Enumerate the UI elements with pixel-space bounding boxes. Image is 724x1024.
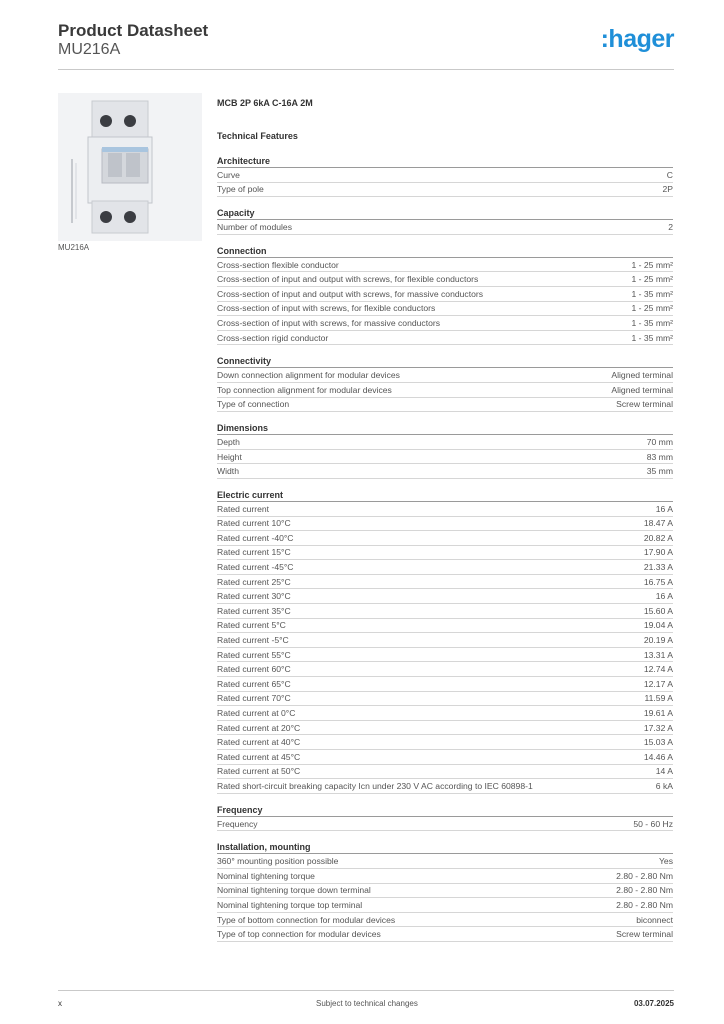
product-reference: MU216A bbox=[58, 41, 121, 58]
page-header bbox=[58, 20, 674, 70]
spec-label: Cross-section of input with screws, for flexible conductors bbox=[217, 303, 436, 314]
spec-row bbox=[217, 765, 673, 780]
section-title: Electric current bbox=[217, 489, 673, 502]
spec-value: 2.80 - 2.80 Nm bbox=[616, 899, 673, 910]
spec-value: 83 mm bbox=[646, 451, 673, 462]
spec-row bbox=[217, 383, 673, 398]
spec-label: Rated current at 40°C bbox=[217, 737, 301, 748]
spec-label: Rated current 65°C bbox=[217, 678, 291, 689]
spec-label: Type of bottom connection for modular devices bbox=[217, 914, 396, 925]
spec-row bbox=[217, 435, 673, 450]
section-title: Frequency bbox=[217, 804, 673, 817]
spec-label: Rated current 15°C bbox=[217, 547, 291, 558]
spec-label: Cross-section rigid conductor bbox=[217, 332, 329, 343]
spec-row bbox=[217, 272, 673, 287]
spec-label: Rated current 10°C bbox=[217, 518, 291, 529]
spec-section bbox=[217, 207, 673, 235]
spec-row bbox=[217, 662, 673, 677]
spec-value: 20.19 A bbox=[643, 635, 673, 646]
spec-value: Screw terminal bbox=[616, 399, 673, 410]
spec-section bbox=[217, 155, 673, 197]
spec-label: Rated current at 0°C bbox=[217, 708, 296, 719]
hager-logo: :hager bbox=[600, 25, 674, 53]
spec-row bbox=[217, 677, 673, 692]
specifications bbox=[217, 96, 673, 952]
spec-value: 2.80 - 2.80 Nm bbox=[616, 885, 673, 896]
spec-label: Height bbox=[217, 451, 242, 462]
spec-value: 17.90 A bbox=[643, 547, 673, 558]
spec-value: 13.31 A bbox=[643, 649, 673, 660]
spec-label: Rated current at 50°C bbox=[217, 766, 301, 777]
section-title: Connection bbox=[217, 245, 673, 258]
spec-value: Aligned terminal bbox=[611, 370, 673, 381]
section-title: Connectivity bbox=[217, 355, 673, 368]
spec-value: 35 mm bbox=[646, 466, 673, 477]
spec-label: Cross-section of input with screws, for massive conductors bbox=[217, 317, 441, 328]
spec-value: 2 bbox=[668, 221, 673, 232]
spec-row bbox=[217, 913, 673, 928]
spec-value: 1 - 25 mm² bbox=[631, 274, 673, 285]
spec-value: 11.59 A bbox=[644, 693, 673, 704]
spec-value: 12.17 A bbox=[643, 678, 673, 689]
spec-value: 12.74 A bbox=[643, 664, 673, 675]
spec-row bbox=[217, 398, 673, 413]
spec-label: Type of top connection for modular devices bbox=[217, 929, 381, 940]
spec-label: Type of pole bbox=[217, 184, 264, 195]
section-title: Dimensions bbox=[217, 422, 673, 435]
spec-label: Top connection alignment for modular devices bbox=[217, 384, 392, 395]
spec-label: Depth bbox=[217, 436, 240, 447]
spec-value: 21.33 A bbox=[643, 562, 673, 573]
spec-row bbox=[217, 735, 673, 750]
spec-label: Type of connection bbox=[217, 399, 290, 410]
spec-value: Yes bbox=[658, 856, 673, 867]
spec-value: 1 - 35 mm² bbox=[631, 288, 673, 299]
product-name: MCB 2P 6kA C-16A 2M bbox=[217, 98, 313, 108]
circuit-breaker-illustration bbox=[58, 93, 202, 241]
spec-value: 2P bbox=[662, 184, 673, 195]
spec-value: 18.47 A bbox=[643, 518, 673, 529]
spec-row bbox=[217, 517, 673, 532]
spec-row bbox=[217, 817, 673, 832]
spec-label: Frequency bbox=[217, 818, 258, 829]
spec-row bbox=[217, 331, 673, 346]
spec-label: Down connection alignment for modular devices bbox=[217, 370, 400, 381]
footer-disclaimer: Subject to technical changes bbox=[316, 999, 418, 1008]
spec-value: 2.80 - 2.80 Nm bbox=[616, 870, 673, 881]
spec-label: Cross-section of input and output with screws, for massive conductors bbox=[217, 288, 484, 299]
spec-row bbox=[217, 450, 673, 465]
spec-row bbox=[217, 220, 673, 235]
spec-row bbox=[217, 302, 673, 317]
spec-row bbox=[217, 464, 673, 479]
spec-section bbox=[217, 489, 673, 794]
spec-value: 15.03 A bbox=[643, 737, 673, 748]
footer-date: 03.07.2025 bbox=[633, 999, 674, 1008]
spec-value: 1 - 25 mm² bbox=[631, 259, 673, 270]
spec-row bbox=[217, 854, 673, 869]
spec-value: 14.46 A bbox=[643, 751, 673, 762]
product-image bbox=[58, 93, 202, 241]
spec-label: Nominal tightening torque bbox=[217, 870, 315, 881]
spec-value: 70 mm bbox=[646, 436, 673, 447]
spec-label: Nominal tightening torque down terminal bbox=[217, 885, 371, 896]
spec-row bbox=[217, 258, 673, 273]
spec-row bbox=[217, 183, 673, 198]
spec-row bbox=[217, 589, 673, 604]
spec-value: 50 - 60 Hz bbox=[633, 818, 673, 829]
spec-section bbox=[217, 841, 673, 942]
spec-row bbox=[217, 633, 673, 648]
spec-sections bbox=[217, 155, 673, 942]
spec-value: 19.61 A bbox=[643, 708, 673, 719]
spec-row bbox=[217, 168, 673, 183]
spec-row bbox=[217, 779, 673, 794]
footer-divider bbox=[58, 990, 674, 991]
spec-value: 1 - 35 mm² bbox=[631, 317, 673, 328]
spec-value: 14 A bbox=[655, 766, 673, 777]
spec-row bbox=[217, 721, 673, 736]
section-title: Architecture bbox=[217, 155, 673, 168]
spec-label: Width bbox=[217, 466, 239, 477]
spec-section bbox=[217, 245, 673, 346]
spec-label: Cross-section flexible conductor bbox=[217, 259, 339, 270]
spec-row bbox=[217, 706, 673, 721]
spec-label: Rated current at 45°C bbox=[217, 751, 301, 762]
spec-label: Rated current bbox=[217, 503, 270, 514]
spec-label: Rated current -40°C bbox=[217, 532, 294, 543]
spec-value: 16 A bbox=[655, 503, 673, 514]
spec-value: Screw terminal bbox=[616, 929, 673, 940]
spec-value: 16 A bbox=[655, 591, 673, 602]
spec-label: Rated current 5°C bbox=[217, 620, 286, 631]
spec-row bbox=[217, 927, 673, 942]
spec-section bbox=[217, 804, 673, 832]
spec-value: 17.32 A bbox=[643, 722, 673, 733]
section-title: Installation, mounting bbox=[217, 841, 673, 854]
spec-row bbox=[217, 604, 673, 619]
spec-row bbox=[217, 368, 673, 383]
spec-section bbox=[217, 355, 673, 412]
spec-row bbox=[217, 869, 673, 884]
spec-row bbox=[217, 287, 673, 302]
spec-value: C bbox=[666, 169, 673, 180]
spec-label: Rated current -45°C bbox=[217, 562, 294, 573]
spec-label: Number of modules bbox=[217, 221, 292, 232]
spec-label: Rated current 35°C bbox=[217, 605, 291, 616]
spec-label: Rated current 55°C bbox=[217, 649, 291, 660]
spec-label: Rated current -5°C bbox=[217, 635, 289, 646]
spec-label: Curve bbox=[217, 169, 240, 180]
spec-row bbox=[217, 884, 673, 899]
spec-value: 1 - 25 mm² bbox=[631, 303, 673, 314]
footer-left-text: x bbox=[58, 999, 62, 1008]
spec-label: Rated current 70°C bbox=[217, 693, 291, 704]
spec-row bbox=[217, 648, 673, 663]
document-title: Product Datasheet bbox=[58, 21, 209, 40]
spec-value: biconnect bbox=[636, 914, 673, 925]
spec-label: Nominal tightening torque top terminal bbox=[217, 899, 363, 910]
spec-label: Cross-section of input and output with screws, for flexible conductors bbox=[217, 274, 479, 285]
spec-value: 20.82 A bbox=[643, 532, 673, 543]
spec-row bbox=[217, 546, 673, 561]
spec-value: Aligned terminal bbox=[611, 384, 673, 395]
spec-value: 1 - 35 mm² bbox=[631, 332, 673, 343]
spec-row bbox=[217, 316, 673, 331]
spec-value: 15.60 A bbox=[643, 605, 673, 616]
spec-label: 360° mounting position possible bbox=[217, 856, 339, 867]
spec-row bbox=[217, 692, 673, 707]
section-title: Capacity bbox=[217, 207, 673, 220]
spec-label: Rated current at 20°C bbox=[217, 722, 301, 733]
features-heading: Technical Features bbox=[217, 131, 298, 141]
spec-label: Rated current 25°C bbox=[217, 576, 291, 587]
spec-row bbox=[217, 531, 673, 546]
spec-row bbox=[217, 575, 673, 590]
header-divider bbox=[58, 69, 674, 70]
spec-label: Rated current 60°C bbox=[217, 664, 291, 675]
spec-label: Rated short-circuit breaking capacity Icn under 230 V AC according to IEC 60898-1 bbox=[217, 780, 533, 791]
spec-value: 16.75 A bbox=[643, 576, 673, 587]
image-caption: MU216A bbox=[58, 243, 90, 252]
spec-row bbox=[217, 619, 673, 634]
spec-row bbox=[217, 560, 673, 575]
spec-value: 19.04 A bbox=[643, 620, 673, 631]
spec-row bbox=[217, 750, 673, 765]
spec-section bbox=[217, 422, 673, 479]
spec-value: 6 kA bbox=[655, 780, 673, 791]
spec-row bbox=[217, 502, 673, 517]
spec-label: Rated current 30°C bbox=[217, 591, 291, 602]
spec-row bbox=[217, 898, 673, 913]
